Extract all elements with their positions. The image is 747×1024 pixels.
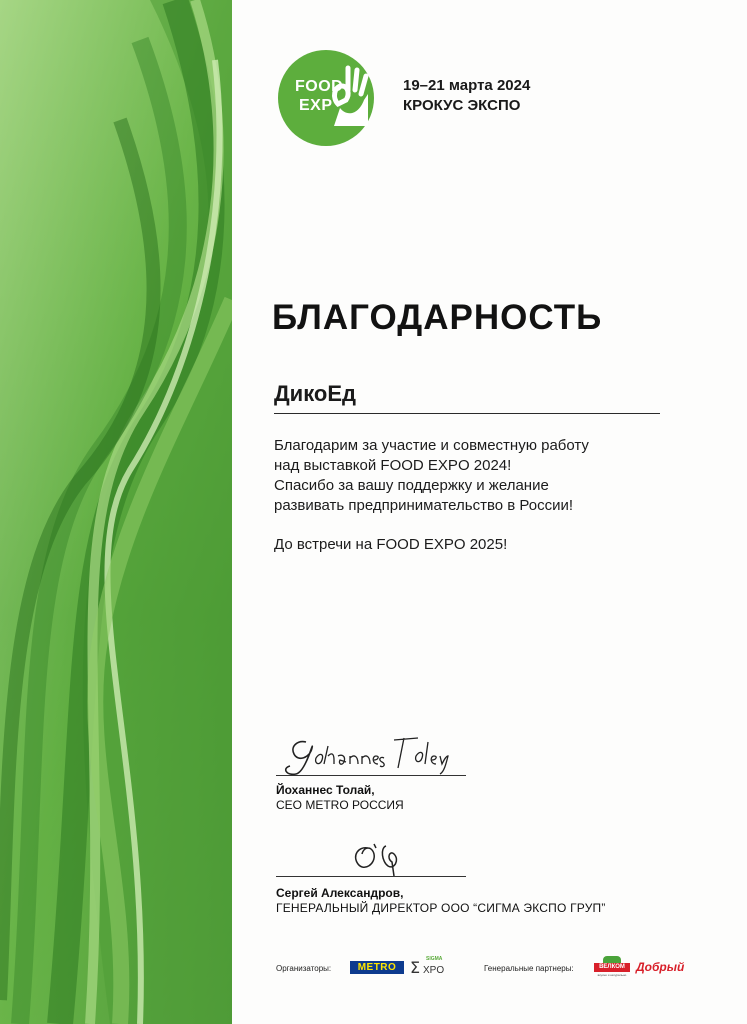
signature-tholey [276,732,456,776]
velkom-tagline: вкусно и натурально [597,973,627,977]
velkom-logo-text: ВЕЛКОМ [594,963,630,972]
signer-1-title: CEO METRO РОССИЯ [276,798,404,812]
food-expo-logo-block [278,50,578,150]
event-dates: 19–21 марта 2024 [403,77,531,94]
hand-ok-icon [324,64,370,128]
sigma-expo-text: XPO [423,965,445,976]
signature-line-1 [276,775,466,776]
event-venue: КРОКУС ЭКСПО [403,97,521,114]
organizers-label: Организаторы: [276,964,332,973]
signer-2-name: Сергей Александров, [276,886,404,900]
green-swirl-artwork [0,0,232,1024]
metro-logo: METRO [350,961,404,974]
closing-line: До встречи на FOOD EXPO 2025! [274,536,508,553]
partners-label: Генеральные партнеры: [484,964,574,973]
body-line: развивать предпринимательство в России! [274,497,574,514]
signer-1-name: Йоханнес Толай, [276,783,375,797]
sigma-symbol-icon: Σ [410,958,421,977]
signature-aleksandrov [348,840,418,880]
signer-2-title: ГЕНЕРАЛЬНЫЙ ДИРЕКТОР ООО “СИГМА ЭКСПО ГРУП” [276,901,606,915]
body-line: Спасибо за вашу поддержку и желание [274,477,549,494]
logo-exp-text: EXP [299,97,333,114]
dobry-logo: Добрый [636,960,685,974]
recipient-name: ДикоЕд [274,381,356,406]
signature-line-2 [276,876,466,877]
logo-food-text: FOOD [295,78,344,95]
velkom-logo [594,956,630,978]
thanks-body [274,436,674,516]
recipient-underline [274,413,660,414]
sigma-expo-logo [410,956,450,978]
body-line: над выставкой FOOD EXPO 2024! [274,457,512,474]
green-decorative-panel [0,0,232,1024]
sigma-small-text: SIGMA [426,956,443,962]
body-line: Благодарим за участие и совместную работу [274,437,589,454]
certificate-title: БЛАГОДАРНОСТЬ [272,298,603,337]
